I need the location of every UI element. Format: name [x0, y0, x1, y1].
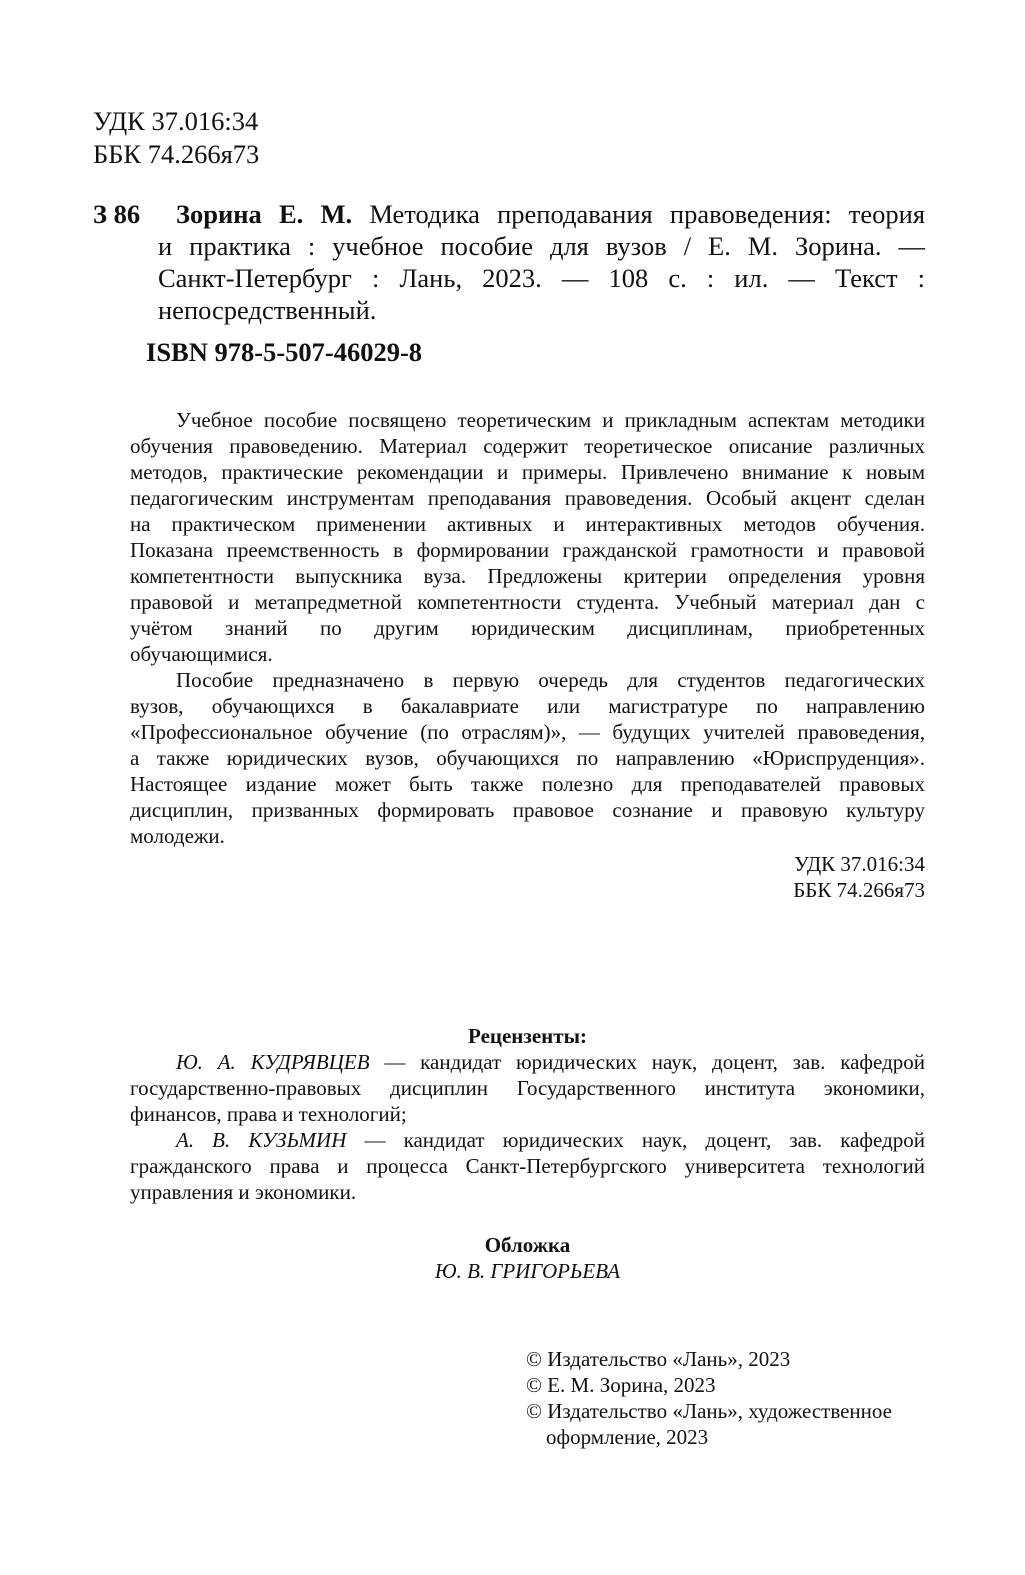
author-name: Зорина Е. М.	[176, 199, 353, 229]
bbk-code-right: ББК 74.266я73	[793, 878, 925, 902]
abstract-line: на практическом применении активных и интерактивных методов обучения.	[130, 512, 925, 536]
abstract-line: педагогическим инструментам преподавания правоведения. Особый акцент сделан	[130, 486, 925, 510]
abstract-line: обучения правоведению. Материал содержит теоретическое описание различных	[130, 434, 925, 458]
catalog-line: и практика : учебное пособие для вузов / Е. М. Зорина. —	[158, 231, 925, 261]
copyright-line: © Издательство «Лань», 2023	[526, 1347, 791, 1371]
index-codes-right	[600, 851, 925, 903]
catalog-entry	[158, 198, 925, 326]
abstract-line: «Профессиональное обучение (по отраслям)», — будущих учителей правоведения,	[130, 720, 925, 744]
abstract-line: учётом знаний по другим юридическим дисциплинам, приобретенных	[130, 616, 925, 640]
copyright-line: © Издательство «Лань», художественное	[526, 1399, 892, 1423]
reviewer-line: управления и экономики.	[130, 1180, 357, 1204]
abstract	[130, 407, 925, 849]
copyright-line: оформление, 2023	[546, 1425, 709, 1449]
reviewer-name: Ю. А. КУДРЯВЦЕВ	[176, 1050, 370, 1074]
reviewer-line: Ю. А. КУДРЯВЦЕВ — кандидат юридических наук, доцент, зав. кафедрой	[176, 1050, 925, 1074]
reviewer-line: государственно-правовых дисциплин Государственного института экономики,	[130, 1076, 925, 1100]
udk-code-right: УДК 37.016:34	[794, 852, 925, 876]
cover-heading: Обложка	[484, 1233, 571, 1257]
abstract-line: Показана преемственность в формировании гражданской грамотности и правовой	[130, 538, 925, 562]
catalog-line: Зорина Е. М. Методика преподавания правоведения: теория	[176, 199, 926, 229]
reviewer-line: А. В. КУЗЬМИН — кандидат юридических наук, доцент, зав. кафедрой	[176, 1128, 925, 1152]
abstract-line: Учебное пособие посвящено теоретическим и прикладным аспектам методики	[176, 408, 925, 432]
isbn: ISBN 978-5-507-46029-8	[146, 337, 423, 367]
bbk-code: ББК 74.266я73	[93, 139, 260, 169]
reviewer-name: А. В. КУЗЬМИН	[176, 1128, 347, 1152]
abstract-line: методов, практические рекомендации и примеры. Привлечено внимание к новым	[130, 460, 925, 484]
abstract-line: компетентности выпускника вуза. Предложены критерии определения уровня	[130, 564, 925, 588]
cover-designer: Ю. В. ГРИГОРЬЕВА	[434, 1259, 621, 1283]
reviewer-line: финансов, права и технологий;	[130, 1102, 407, 1126]
abstract-line: Пособие предназначено в первую очередь для студентов педагогических	[176, 668, 925, 692]
abstract-line: Настоящее издание может быть также полезно для преподавателей правовых	[130, 772, 925, 796]
reviewer-line: гражданского права и процесса Санкт-Петербургского университета технологий	[130, 1154, 925, 1178]
reviewers-heading: Рецензенты:	[468, 1024, 587, 1048]
abstract-line: вузов, обучающихся в бакалавриате или магистратуре по направлению	[130, 694, 925, 718]
abstract-line: дисциплин, призванных формировать правовое сознание и правовую культуру	[130, 798, 925, 822]
abstract-line: правовой и метапредметной компетентности студента. Учебный материал дан с	[130, 590, 925, 614]
abstract-line: молодежи.	[130, 824, 225, 848]
copyright-block	[526, 1346, 892, 1450]
abstract-line: а также юридических вузов, обучающихся по направлению «Юриспруденция».	[130, 746, 925, 770]
copyright-line: © Е. М. Зорина, 2023	[526, 1373, 716, 1397]
reviewers-block	[130, 1049, 925, 1205]
author-mark: З 86	[93, 199, 141, 229]
catalog-line: непосредственный.	[158, 295, 377, 325]
abstract-line: обучающимися.	[130, 642, 273, 666]
udk-code: УДК 37.016:34	[93, 106, 259, 136]
catalog-line: Санкт-Петербург : Лань, 2023. — 108 с. : ил. — Текст :	[158, 263, 925, 293]
